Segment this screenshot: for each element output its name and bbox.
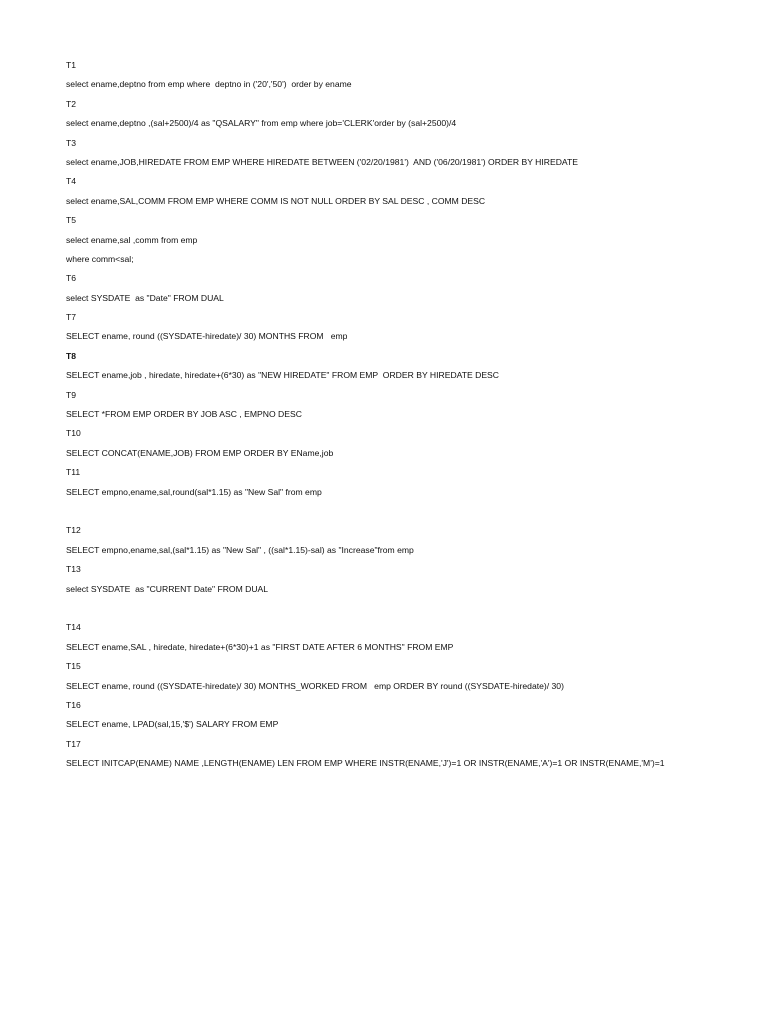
document-page <box>66 60 756 777</box>
task-label-t6: T6 <box>66 273 77 284</box>
task-label-t4: T4 <box>66 176 77 187</box>
task-label-t7: T7 <box>66 312 77 323</box>
query-line: SELECT ename, LPAD(sal,15,'$') SALARY FROM EMP <box>66 719 279 730</box>
task-label-t12: T12 <box>66 525 81 536</box>
query-line: select ename,JOB,HIREDATE FROM EMP WHERE HIREDATE BETWEEN ('02/20/1981') AND ('06/20/1981') ORDER BY HIREDATE <box>66 156 578 167</box>
task-label-t3: T3 <box>66 137 77 148</box>
query-line: SELECT CONCAT(ENAME,JOB) FROM EMP ORDER BY EName,job <box>66 447 334 458</box>
query-line: select SYSDATE as "CURRENT Date" FROM DUAL <box>66 583 269 594</box>
query-line: select ename,deptno from emp where deptno in ('20','50') order by ename <box>66 79 352 90</box>
task-label-t11: T11 <box>66 467 81 478</box>
task-label-t14: T14 <box>66 622 81 633</box>
task-label-t16: T16 <box>66 699 81 710</box>
blank-line <box>66 603 756 622</box>
task-label-t5: T5 <box>66 215 77 226</box>
task-label-t2: T2 <box>66 98 77 109</box>
query-line: select ename,sal ,comm from emp <box>66 234 198 245</box>
query-line: SELECT *FROM EMP ORDER BY JOB ASC , EMPNO DESC <box>66 409 302 420</box>
task-label-t8: T8 <box>66 350 77 361</box>
query-line: SELECT ename, round ((SYSDATE-hiredate)/ 30) MONTHS FROM emp <box>66 331 348 342</box>
query-line: select ename,SAL,COMM FROM EMP WHERE COMM IS NOT NULL ORDER BY SAL DESC , COMM DESC <box>66 195 486 206</box>
task-label-t13: T13 <box>66 564 81 575</box>
query-line: SELECT empno,ename,sal,round(sal*1.15) as "New Sal" from emp <box>66 486 322 497</box>
task-label-t10: T10 <box>66 428 81 439</box>
task-label-t15: T15 <box>66 661 81 672</box>
query-line: where comm<sal; <box>66 253 134 264</box>
task-label-t1: T1 <box>66 60 77 70</box>
query-line: SELECT ename,SAL , hiredate, hiredate+(6*30)+1 as "FIRST DATE AFTER 6 MONTHS" FROM EMP <box>66 641 454 652</box>
blank-line <box>66 506 756 525</box>
query-line: SELECT ename,job , hiredate, hiredate+(6*30) as "NEW HIREDATE" FROM EMP ORDER BY HIREDATE DESC <box>66 370 499 381</box>
task-label-t17: T17 <box>66 738 81 749</box>
query-line: select SYSDATE as "Date" FROM DUAL <box>66 292 224 303</box>
query-line: SELECT empno,ename,sal,(sal*1.15) as "New Sal" , ((sal*1.15)-sal) as "Increase"from emp <box>66 544 414 555</box>
query-line: select ename,deptno ,(sal+2500)/4 as "QSALARY" from emp where job='CLERK'order by (sal+2500)/4 <box>66 118 457 129</box>
task-label-t9: T9 <box>66 389 77 400</box>
query-line: SELECT ename, round ((SYSDATE-hiredate)/ 30) MONTHS_WORKED FROM emp ORDER BY round ((SYSDATE-hiredate)/ 30) <box>66 680 564 691</box>
query-line: SELECT INITCAP(ENAME) NAME ,LENGTH(ENAME) LEN FROM EMP WHERE INSTR(ENAME,'J')=1 OR INSTR(ENAME,'A')=1 OR INSTR(ENAME,'M')=1 <box>66 758 665 769</box>
